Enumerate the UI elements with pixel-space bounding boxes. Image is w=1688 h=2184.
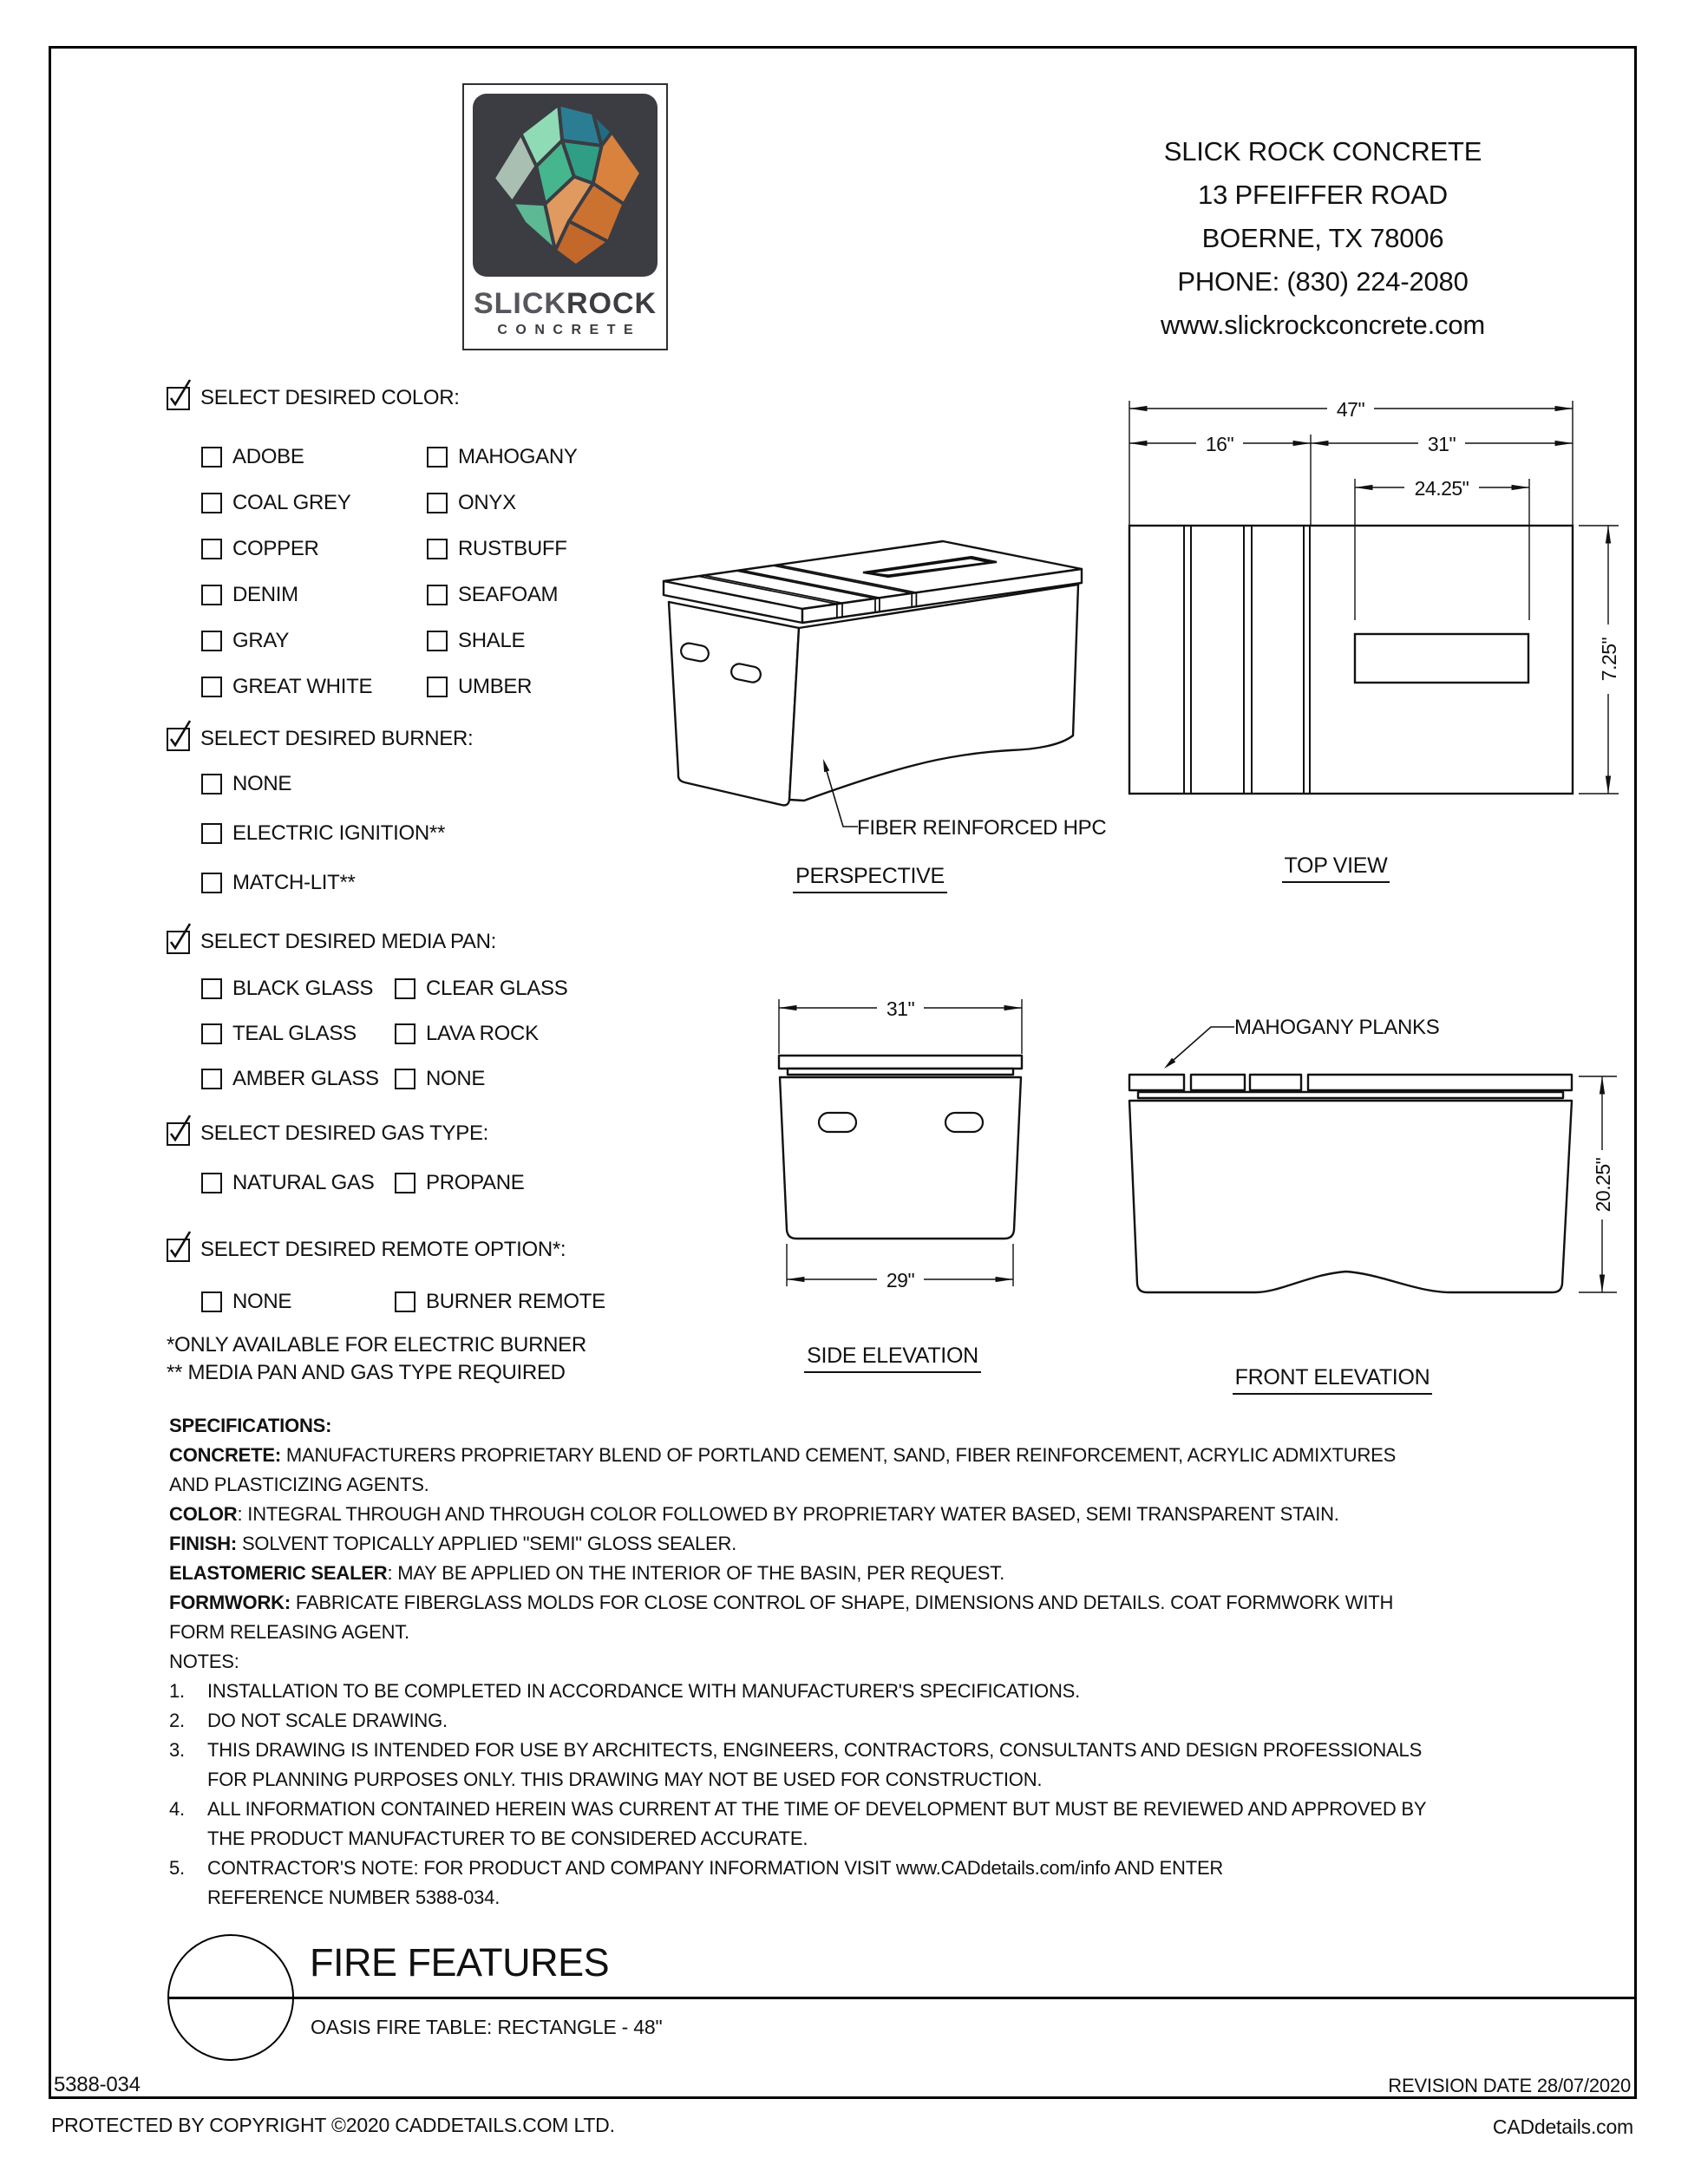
copyright-notice: PROTECTED BY COPYRIGHT ©2020 CADDETAILS.COM LTD. xyxy=(51,2114,615,2136)
option-remote-none[interactable]: NONE xyxy=(201,1290,291,1314)
company-name: SLICK ROCK CONCRETE xyxy=(1163,136,1482,167)
option-gray[interactable]: GRAY xyxy=(201,629,289,653)
checkbox-select-remote-checked[interactable] xyxy=(167,1239,190,1262)
caption-perspective: PERSPECTIVE xyxy=(753,864,987,889)
dim-7-25: 7.25" xyxy=(1598,637,1620,682)
section-select-media-pan xyxy=(167,930,496,954)
note-line: THE PRODUCT MANUFACTURER TO BE CONSIDERED ACCURATE. xyxy=(207,1828,808,1849)
dim-29: 29" xyxy=(886,1269,915,1291)
spec-line: CONCRETE: MANUFACTURERS PROPRIETARY BLEND OF PORTLAND CEMENT, SAND, FIBER REINFORCEMENT, ACRYLIC ADMIXTURES xyxy=(169,1444,1397,1466)
dimension-labels xyxy=(1196,396,1620,681)
callout-mahogany-planks: MAHOGANY PLANKS xyxy=(1234,1016,1440,1039)
company-phone: PHONE: (830) 224-2080 xyxy=(1177,266,1469,297)
checkbox[interactable] xyxy=(201,493,222,513)
checkbox[interactable] xyxy=(201,1023,222,1044)
leader-mahogany-planks xyxy=(1164,1027,1234,1069)
note-line: 2. DO NOT SCALE DRAWING. xyxy=(169,1710,448,1731)
checkbox[interactable] xyxy=(427,539,448,559)
reference-number: 5388-034 xyxy=(54,2073,141,2096)
logo-wordmark xyxy=(464,287,666,321)
spec-line: NOTES: xyxy=(169,1651,239,1672)
checkbox[interactable] xyxy=(201,585,222,605)
checkmark-icon xyxy=(166,1121,189,1145)
section-label: SELECT DESIRED COLOR: xyxy=(200,386,460,409)
checkbox[interactable] xyxy=(201,631,222,651)
option-adobe[interactable]: ADOBE xyxy=(201,445,304,469)
logo-word-rock: ROCK xyxy=(566,287,658,320)
checkmark-icon xyxy=(166,727,189,750)
revision-date: REVISION DATE 28/07/2020 xyxy=(1388,2075,1631,2096)
company-website: www.slickrockconcrete.com xyxy=(1161,310,1485,340)
side-elevation-outline xyxy=(779,1056,1022,1239)
dim-31: 31" xyxy=(1427,433,1456,455)
spec-line: AND PLASTICIZING AGENTS. xyxy=(169,1474,429,1495)
spec-line: SPECIFICATIONS: xyxy=(169,1415,332,1436)
option-denim[interactable]: DENIM xyxy=(201,583,298,607)
checkbox[interactable] xyxy=(427,493,448,513)
note-line: 3. THIS DRAWING IS INTENDED FOR USE BY ARCHITECTS, ENGINEERS, CONTRACTORS, CONSULTANTS AND DESIGN PROFESSIONALS xyxy=(169,1739,1423,1761)
checkbox[interactable] xyxy=(201,978,222,999)
logo-gem-icon xyxy=(473,94,658,277)
dim-16: 16" xyxy=(1205,433,1234,455)
checkbox[interactable] xyxy=(201,1291,222,1312)
checkbox-select-media-checked[interactable] xyxy=(167,931,190,954)
spec-line: COLOR: INTEGRAL THROUGH AND THROUGH COLOR FOLLOWED BY PROPRIETARY WATER BASED, SEMI TRANSPARENT STAIN. xyxy=(169,1503,1339,1525)
option-great-white[interactable]: GREAT WHITE xyxy=(201,675,372,699)
dimension-lines xyxy=(1129,409,1608,794)
note-line: 1. INSTALLATION TO BE COMPLETED IN ACCORDANCE WITH MANUFACTURER'S SPECIFICATIONS. xyxy=(169,1680,1081,1702)
option-coal-grey[interactable]: COAL GREY xyxy=(201,491,350,515)
caption-front-elevation: FRONT ELEVATION xyxy=(1219,1365,1446,1390)
checkbox-select-gas-checked[interactable] xyxy=(167,1122,190,1146)
top-view-outline xyxy=(1129,526,1573,794)
note-line: 5. CONTRACTOR'S NOTE: FOR PRODUCT AND COMPANY INFORMATION VISIT www.CADdetails.com/info AND ENTER xyxy=(169,1857,1224,1879)
sheet-title: FIRE FEATURES xyxy=(310,1940,610,1985)
checkbox-select-burner-checked[interactable] xyxy=(167,728,190,751)
option-natural-gas[interactable]: NATURAL GAS xyxy=(201,1171,374,1195)
logo-word-slick: SLICK xyxy=(473,287,566,320)
option-media-none[interactable]: NONE xyxy=(395,1067,485,1091)
front-elevation-drawing xyxy=(1119,997,1648,1314)
option-burner-remote[interactable]: BURNER REMOTE xyxy=(395,1290,605,1314)
option-electric-ignition[interactable]: ELECTRIC IGNITION** xyxy=(201,821,445,846)
option-lava-rock[interactable]: LAVA ROCK xyxy=(395,1022,539,1046)
dim-24-25: 24.25" xyxy=(1414,477,1469,500)
checkbox[interactable] xyxy=(395,1069,415,1089)
section-select-burner xyxy=(167,727,473,751)
checkbox[interactable] xyxy=(201,774,222,794)
dimension-labels xyxy=(1592,1157,1614,1212)
checkbox[interactable] xyxy=(201,539,222,559)
checkbox[interactable] xyxy=(201,677,222,697)
checkbox[interactable] xyxy=(427,631,448,651)
checkbox[interactable] xyxy=(395,1023,415,1044)
caption-top-view: TOP VIEW xyxy=(1223,853,1449,879)
dim-31: 31" xyxy=(886,997,915,1020)
front-elevation-outline xyxy=(1129,1075,1572,1292)
extension-lines xyxy=(1129,401,1619,794)
note-line: REFERENCE NUMBER 5388-034. xyxy=(207,1886,501,1908)
side-elevation-drawing xyxy=(763,989,1050,1297)
dim-47: 47" xyxy=(1336,398,1365,421)
company-address2: BOERNE, TX 78006 xyxy=(1201,223,1444,253)
option-burner-none[interactable]: NONE xyxy=(201,772,291,796)
option-rustbuff[interactable]: RUSTBUFF xyxy=(427,537,567,561)
spec-line: ELASTOMERIC SEALER: MAY BE APPLIED ON THE INTERIOR OF THE BASIN, PER REQUEST. xyxy=(169,1562,1004,1584)
logo-subword: CONCRETE xyxy=(497,323,642,337)
checkbox[interactable] xyxy=(395,1291,415,1312)
perspective-drawing xyxy=(638,531,1115,839)
note-line: 4. ALL INFORMATION CONTAINED HEREIN WAS CURRENT AT THE TIME OF DEVELOPMENT BUT MUST BE REVIEWED AND APPROVED BY xyxy=(169,1798,1427,1820)
spec-line: FORM RELEASING AGENT. xyxy=(169,1621,409,1643)
section-select-remote-option xyxy=(167,1238,566,1262)
checkbox[interactable] xyxy=(427,585,448,605)
section-label: SELECT DESIRED REMOTE OPTION*: xyxy=(200,1238,566,1261)
top-view-plank-lines xyxy=(1184,526,1310,794)
company-address1: 13 PFEIFFER ROAD xyxy=(1198,180,1448,210)
caddetails-site: CADdetails.com xyxy=(1492,2115,1633,2138)
checkmark-icon xyxy=(166,386,189,409)
section-select-gas-type xyxy=(167,1121,488,1146)
checkbox[interactable] xyxy=(201,823,222,844)
option-match-lit[interactable]: MATCH-LIT** xyxy=(201,871,356,895)
top-view-drawing xyxy=(1119,390,1657,802)
option-onyx[interactable]: ONYX xyxy=(427,491,516,515)
option-shale[interactable]: SHALE xyxy=(427,629,525,653)
option-teal-glass[interactable]: TEAL GLASS xyxy=(201,1022,357,1046)
logo-background xyxy=(473,94,658,277)
checkbox[interactable] xyxy=(395,1173,415,1193)
section-label: SELECT DESIRED GAS TYPE: xyxy=(200,1121,489,1145)
titleblock-divider xyxy=(168,1997,1637,1999)
option-amber-glass[interactable]: AMBER GLASS xyxy=(201,1067,379,1091)
footnote-electric-burner: *ONLY AVAILABLE FOR ELECTRIC BURNER xyxy=(167,1333,586,1357)
option-propane[interactable]: PROPANE xyxy=(395,1171,524,1195)
footnote-media-pan: ** MEDIA PAN AND GAS TYPE REQUIRED xyxy=(167,1361,566,1384)
option-umber[interactable]: UMBER xyxy=(427,675,532,699)
caption-side-elevation: SIDE ELEVATION xyxy=(780,1344,1005,1369)
checkbox[interactable] xyxy=(427,447,448,468)
section-label: SELECT DESIRED BURNER: xyxy=(200,727,474,750)
option-clear-glass[interactable]: CLEAR GLASS xyxy=(395,977,567,1001)
checkbox[interactable] xyxy=(201,447,222,468)
callout-fiber-reinforced-hpc: FIBER REINFORCED HPC xyxy=(857,816,1107,840)
specifications-block xyxy=(169,1411,1396,1677)
checkbox[interactable] xyxy=(427,677,448,697)
spec-line: FORMWORK: FABRICATE FIBERGLASS MOLDS FOR CLOSE CONTROL OF SHAPE, DIMENSIONS AND DETAILS. COAT FORMWORK WITH xyxy=(169,1592,1394,1613)
checkbox[interactable] xyxy=(201,1173,222,1193)
company-logo xyxy=(462,83,668,350)
note-line: FOR PLANNING PURPOSES ONLY. THIS DRAWING MAY NOT BE USED FOR CONSTRUCTION. xyxy=(207,1769,1043,1790)
sheet-subtitle: OASIS FIRE TABLE: RECTANGLE - 48" xyxy=(311,2016,663,2038)
spec-line: FINISH: SOLVENT TOPICALLY APPLIED "SEMI" GLOSS SEALER. xyxy=(169,1533,737,1554)
option-mahogany[interactable]: MAHOGANY xyxy=(427,445,578,469)
option-seafoam[interactable]: SEAFOAM xyxy=(427,583,558,607)
checkmark-icon xyxy=(166,1238,189,1261)
checkbox[interactable] xyxy=(201,873,222,893)
checkbox-select-color-checked[interactable] xyxy=(167,387,190,410)
section-select-color xyxy=(167,386,460,410)
fire-table-perspective xyxy=(664,541,1082,805)
checkmark-icon xyxy=(166,930,189,953)
checkbox[interactable] xyxy=(395,978,415,999)
option-black-glass[interactable]: BLACK GLASS xyxy=(201,977,373,1001)
checkbox[interactable] xyxy=(201,1069,222,1089)
company-info xyxy=(1019,130,1626,347)
section-label: SELECT DESIRED MEDIA PAN: xyxy=(200,930,497,953)
dim-20-25: 20.25" xyxy=(1592,1157,1614,1213)
option-copper[interactable]: COPPER xyxy=(201,537,319,561)
notes-block xyxy=(169,1677,1426,1913)
